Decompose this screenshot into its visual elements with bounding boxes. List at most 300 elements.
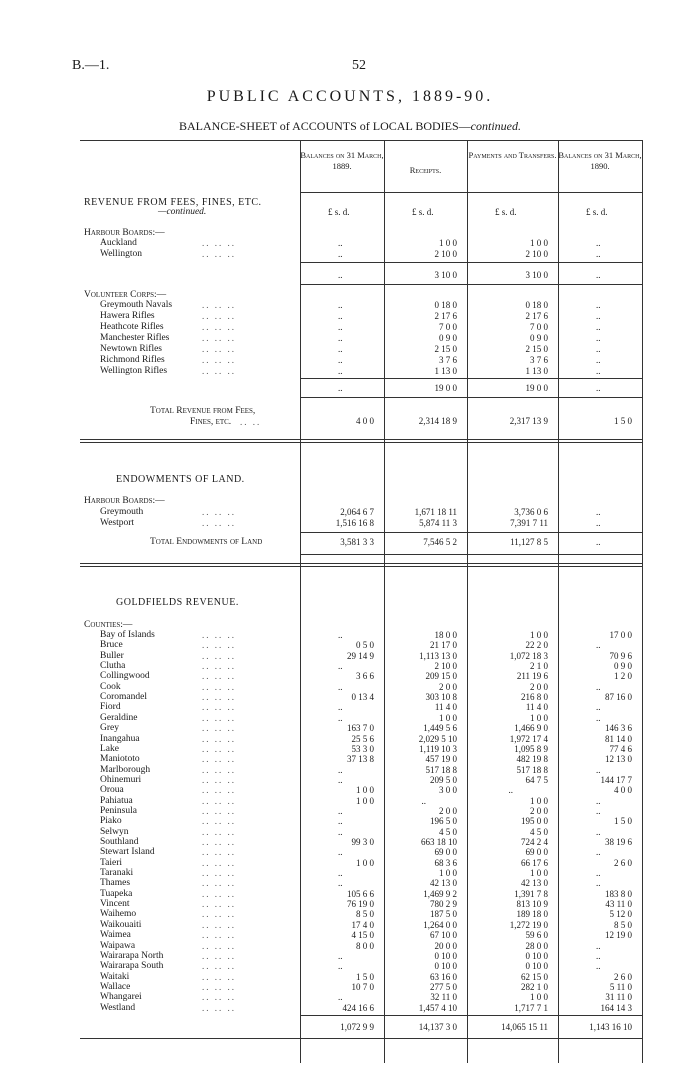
amount-cell: 1,516 16 8 xyxy=(335,518,374,528)
amount-cell: 4 15 0 xyxy=(351,930,374,941)
dots-cell: .. xyxy=(596,878,601,889)
amount-cell: 189 18 0 xyxy=(516,909,548,920)
leader-dots: .. .. .. xyxy=(202,940,236,951)
leader-dots: .. .. .. xyxy=(202,238,236,248)
amount-cell: 0 5 0 xyxy=(356,640,374,651)
amount-cell: 8 0 0 xyxy=(356,940,374,951)
amount-cell: 1 0 0 xyxy=(356,857,374,868)
rule-line xyxy=(300,262,642,263)
amount-cell: 66 17 6 xyxy=(521,857,548,868)
amount-cell: 31 11 0 xyxy=(605,992,632,1003)
leader-dots: .. .. .. xyxy=(202,743,236,754)
leader-dots: .. .. .. xyxy=(202,826,236,837)
leader-dots: .. .. .. xyxy=(202,640,236,651)
amount-cell: 0 9 0 xyxy=(530,333,548,343)
leader-dots: .. .. .. xyxy=(202,650,236,661)
currency-label: £ s. d. xyxy=(495,207,517,217)
dots-cell: .. xyxy=(508,785,513,796)
amount-cell: 1,469 9 2 xyxy=(423,888,457,899)
amount-cell: 144 17 7 xyxy=(600,774,632,785)
row-label: Waimea xyxy=(100,930,131,941)
amount-cell: 2 10 0 xyxy=(525,248,548,259)
amount-cell: 17 0 0 xyxy=(609,630,632,640)
amount-cell: 2 6 0 xyxy=(614,857,632,868)
dots-cell: .. xyxy=(596,248,601,259)
amount-cell: 19 0 0 xyxy=(525,383,548,393)
amount-cell: 1 5 0 xyxy=(614,416,632,426)
row-label: Richmond Rifles xyxy=(100,355,165,365)
amount-cell: 1 0 0 xyxy=(530,630,548,640)
row-label: Wairarapa South xyxy=(100,961,164,972)
leader-dots: .. .. .. xyxy=(202,837,236,847)
amount-cell: 64 7 5 xyxy=(525,774,548,785)
dots-cell: .. xyxy=(596,712,601,723)
row-label: Taieri xyxy=(100,857,123,868)
amount-cell: 4 0 0 xyxy=(356,416,374,426)
leader-dots: .. .. .. xyxy=(202,868,236,879)
leader-dots: .. .. .. xyxy=(202,733,236,744)
row-label: Peninsula xyxy=(100,805,137,816)
amount-cell: 21 17 0 xyxy=(430,640,457,651)
leader-dots: .. .. .. xyxy=(202,961,236,972)
leader-dots: .. .. .. xyxy=(202,847,236,858)
amount-cell: 1,072 9 9 xyxy=(340,1022,374,1032)
amount-cell: 1 0 0 xyxy=(356,785,374,796)
amount-cell: 0 10 0 xyxy=(434,950,457,961)
row-label: Maniototo xyxy=(100,754,140,765)
amount-cell: 4 5 0 xyxy=(439,826,457,837)
amount-cell: 1 13 0 xyxy=(525,366,548,376)
dots-cell: .. xyxy=(338,950,343,961)
leader-dots: .. .. .. xyxy=(202,311,236,321)
column-header-balances-1889: Balances on 31 March, 1889. xyxy=(300,150,384,171)
rule-line xyxy=(300,284,642,285)
amount-cell: 277 5 0 xyxy=(430,981,457,992)
row-label: Westport xyxy=(100,518,135,528)
row-label: Auckland xyxy=(100,238,137,248)
amount-cell: 303 10 8 xyxy=(425,692,457,703)
currency-label: £ s. d. xyxy=(586,207,608,217)
amount-cell: 1 0 0 xyxy=(439,868,457,879)
dots-cell: .. xyxy=(338,878,343,889)
dots-cell: .. xyxy=(596,383,601,393)
row-label: Fiord xyxy=(100,702,121,713)
amount-cell: 7 0 0 xyxy=(439,322,457,332)
amount-cell: 11 4 0 xyxy=(434,702,457,713)
dots-cell: .. xyxy=(596,950,601,961)
amount-cell: 7,391 7 11 xyxy=(510,518,548,528)
row-label: Ohinemuri xyxy=(100,774,142,785)
amount-cell: 2 15 0 xyxy=(434,344,457,354)
total-label: Total Endowments of Land xyxy=(150,537,263,547)
dots-cell: .. xyxy=(596,640,601,651)
dots-cell: .. xyxy=(338,826,343,837)
row-label: Stewart Island xyxy=(100,847,155,858)
row-label: Newtown Rifles xyxy=(100,344,163,354)
amount-cell: 12 13 0 xyxy=(605,754,632,765)
amount-cell: 1,391 7 8 xyxy=(514,888,548,899)
amount-cell: 69 0 0 xyxy=(525,847,548,858)
dots-cell: .. xyxy=(338,248,343,259)
amount-cell: 1,272 19 0 xyxy=(509,919,548,930)
amount-cell: 1,466 9 0 xyxy=(514,723,548,734)
amount-cell: 2 10 0 xyxy=(434,661,457,672)
amount-cell: 517 18 8 xyxy=(516,764,548,775)
amount-cell: 1,457 4 10 xyxy=(418,1002,457,1013)
amount-cell: 81 14 0 xyxy=(605,733,632,744)
amount-cell: 67 10 0 xyxy=(430,930,457,941)
amount-cell: 2 1 0 xyxy=(530,661,548,672)
dots-cell: .. xyxy=(338,355,343,365)
amount-cell: 10 7 0 xyxy=(351,981,374,992)
dots-cell: .. xyxy=(596,322,601,332)
amount-cell: 4 0 0 xyxy=(614,785,632,796)
row-label: Wairarapa North xyxy=(100,950,164,961)
dots-cell: .. xyxy=(596,764,601,775)
leader-dots: .. .. .. xyxy=(202,681,236,692)
header-rule xyxy=(300,192,643,193)
leader-dots: .. .. .. xyxy=(202,322,236,332)
dots-cell: .. xyxy=(596,805,601,816)
amount-cell: 780 2 9 xyxy=(430,899,457,910)
dots-cell: .. xyxy=(596,702,601,713)
amount-cell: 1,264 0 0 xyxy=(423,919,457,930)
leader-dots: .. .. .. xyxy=(202,795,236,806)
amount-cell: 1,143 16 10 xyxy=(589,1022,632,1032)
amount-cell: 0 10 0 xyxy=(525,961,548,972)
amount-cell: 3,581 3 3 xyxy=(340,537,374,547)
row-label: Buller xyxy=(100,650,124,661)
amount-cell: 2 6 0 xyxy=(614,971,632,982)
leader-dots: .. .. .. xyxy=(202,774,236,785)
leader-dots: .. .. .. xyxy=(202,344,236,354)
row-label: Marlborough xyxy=(100,764,151,775)
amount-cell: 724 2 4 xyxy=(521,837,548,847)
amount-cell: 2 0 0 xyxy=(530,681,548,692)
balance-sheet-table xyxy=(80,140,643,1063)
subsection-heading: Counties:— xyxy=(84,620,133,630)
dots-cell: .. xyxy=(338,992,343,1003)
amount-cell: 0 13 4 xyxy=(351,692,374,703)
amount-cell: 195 0 0 xyxy=(521,816,548,827)
dots-cell: .. xyxy=(596,507,601,517)
dots-cell: .. xyxy=(596,238,601,248)
amount-cell: 19 0 0 xyxy=(434,383,457,393)
amount-cell: 1 0 0 xyxy=(530,795,548,806)
page-number: 52 xyxy=(352,58,366,73)
amount-cell: 8 5 0 xyxy=(356,909,374,920)
dots-cell: .. xyxy=(596,940,601,951)
amount-cell: 146 3 6 xyxy=(605,723,632,734)
amount-cell: 5 11 0 xyxy=(609,981,632,992)
row-label: Waipawa xyxy=(100,940,136,951)
amount-cell: 87 16 0 xyxy=(605,692,632,703)
amount-cell: 37 13 8 xyxy=(347,754,374,765)
amount-cell: 2 0 0 xyxy=(530,805,548,816)
section-title: GOLDFIELDS REVENUE. xyxy=(116,597,239,608)
amount-cell: 196 5 0 xyxy=(430,816,457,827)
section-title: REVENUE FROM FEES, FINES, ETC. xyxy=(84,197,262,208)
leader-dots: .. .. .. xyxy=(202,805,236,816)
amount-cell: 4 5 0 xyxy=(530,826,548,837)
amount-cell: 11 4 0 xyxy=(525,702,548,713)
amount-cell: 7 0 0 xyxy=(530,322,548,332)
row-label: Selwyn xyxy=(100,826,129,837)
leader-dots: .. .. .. xyxy=(202,702,236,713)
amount-cell: 211 19 6 xyxy=(516,671,548,682)
leader-dots: .. .. .. xyxy=(202,878,236,889)
amount-cell: 3 7 6 xyxy=(439,355,457,365)
dots-cell: .. xyxy=(338,333,343,343)
amount-cell: 62 15 0 xyxy=(521,971,548,982)
dots-cell: .. xyxy=(338,661,343,672)
amount-cell: 457 19 0 xyxy=(425,754,457,765)
amount-cell: 1 0 0 xyxy=(530,992,548,1003)
currency-label: £ s. d. xyxy=(328,207,350,217)
dots-cell: .. xyxy=(338,805,343,816)
row-label: Whangarei xyxy=(100,992,142,1003)
dots-cell: .. xyxy=(338,630,343,640)
subtitle-continued: continued. xyxy=(470,119,521,133)
row-label: Lake xyxy=(100,743,119,754)
amount-cell: 59 6 0 xyxy=(525,930,548,941)
dots-cell: .. xyxy=(338,270,343,280)
row-label: Piako xyxy=(100,816,122,827)
amount-cell: 1 0 0 xyxy=(530,712,548,723)
amount-cell: 1 0 0 xyxy=(530,868,548,879)
amount-cell: 0 10 0 xyxy=(525,950,548,961)
amount-cell: 76 19 0 xyxy=(347,899,374,910)
row-label: Thames xyxy=(100,878,131,889)
row-label: Cook xyxy=(100,681,121,692)
amount-cell: 42 13 0 xyxy=(521,878,548,889)
column-divider xyxy=(642,140,643,1063)
dots-cell: .. xyxy=(338,344,343,354)
row-label: Southland xyxy=(100,837,139,847)
dots-cell: .. xyxy=(596,270,601,280)
leader-dots: .. .. .. xyxy=(202,785,236,796)
amount-cell: 105 6 6 xyxy=(347,888,374,899)
amount-cell: 5,874 11 3 xyxy=(419,518,457,528)
row-label: Waitaki xyxy=(100,971,130,982)
leader-dots: .. .. .. xyxy=(202,764,236,775)
dots-cell: .. xyxy=(338,300,343,310)
dots-cell: .. xyxy=(338,774,343,785)
section-title: ENDOWMENTS OF LAND. xyxy=(116,474,245,485)
amount-cell: 1 2 0 xyxy=(614,671,632,682)
dots-cell: .. xyxy=(338,238,343,248)
leader-dots: .. .. .. xyxy=(202,518,236,528)
leader-dots: .. .. .. xyxy=(202,992,236,1003)
dots-cell: .. xyxy=(596,961,601,972)
row-label: Greymouth Navals xyxy=(100,300,173,310)
leader-dots: .. .. .. xyxy=(202,1002,236,1013)
leader-dots: .. .. .. xyxy=(202,919,236,930)
amount-cell: 29 14 9 xyxy=(347,650,374,661)
amount-cell: 3,736 0 6 xyxy=(514,507,548,517)
amount-cell: 2 17 6 xyxy=(434,311,457,321)
amount-cell: 1,119 10 3 xyxy=(419,743,457,754)
dots-cell: .. xyxy=(596,795,601,806)
amount-cell: 5 12 0 xyxy=(609,909,632,920)
leader-dots: .. .. .. xyxy=(202,248,236,259)
leader-dots: .. .. .. xyxy=(202,355,236,365)
subtitle-text: BALANCE-SHEET of ACCOUNTS of LOCAL BODIES— xyxy=(179,119,471,133)
dots-cell: .. xyxy=(338,311,343,321)
dots-cell: .. xyxy=(596,344,601,354)
amount-cell: 2,029 5 10 xyxy=(418,733,457,744)
total-label: Fines, etc. xyxy=(190,417,232,427)
amount-cell: 1 0 0 xyxy=(439,712,457,723)
amount-cell: 1 0 0 xyxy=(530,238,548,248)
row-label: Collingwood xyxy=(100,671,150,682)
row-label: Greymouth xyxy=(100,507,144,517)
rule-line xyxy=(300,378,642,379)
row-label: Oroua xyxy=(100,785,124,796)
row-label: Tuapeka xyxy=(100,888,133,899)
leader-dots: .. .. .. xyxy=(202,671,236,682)
row-label: Wellington Rifles xyxy=(100,366,168,376)
amount-cell: 14,137 3 0 xyxy=(418,1022,457,1032)
row-label: Taranaki xyxy=(100,868,134,879)
amount-cell: 70 9 6 xyxy=(609,650,632,661)
amount-cell: 517 18 8 xyxy=(425,764,457,775)
row-label: Pahiatua xyxy=(100,795,133,806)
subsection-heading: Harbour Boards:— xyxy=(84,496,165,506)
currency-label: £ s. d. xyxy=(412,207,434,217)
amount-cell: 2,314 18 9 xyxy=(418,416,457,426)
document-reference: B.—1. xyxy=(72,58,110,73)
amount-cell: 663 18 10 xyxy=(421,837,457,847)
leader-dots: .. .. .. xyxy=(202,888,236,899)
amount-cell: 38 19 6 xyxy=(605,837,632,847)
amount-cell: 20 0 0 xyxy=(434,940,457,951)
dots-cell: .. xyxy=(596,868,601,879)
dots-cell: .. xyxy=(338,712,343,723)
row-label: Grey xyxy=(100,723,119,734)
amount-cell: 183 8 0 xyxy=(605,888,632,899)
row-label: Geraldine xyxy=(100,712,138,723)
amount-cell: 28 0 0 xyxy=(525,940,548,951)
page-title: PUBLIC ACCOUNTS, 1889-90. xyxy=(206,88,494,105)
dots-cell: .. xyxy=(338,366,343,376)
amount-cell: 813 10 9 xyxy=(516,899,548,910)
amount-cell: 2,064 6 7 xyxy=(340,507,374,517)
amount-cell: 2 17 6 xyxy=(525,311,548,321)
amount-cell: 216 8 0 xyxy=(521,692,548,703)
amount-cell: 68 3 6 xyxy=(434,857,457,868)
dots-cell: .. xyxy=(596,355,601,365)
dots-cell: .. xyxy=(596,537,601,547)
amount-cell: 2 15 0 xyxy=(525,344,548,354)
amount-cell: 1,095 8 9 xyxy=(514,743,548,754)
dots-cell: .. xyxy=(596,518,601,528)
section-continued: —continued. xyxy=(158,207,207,217)
amount-cell: 3 7 6 xyxy=(530,355,548,365)
leader-dots: .. .. .. xyxy=(202,723,236,734)
row-label: Hawera Rifles xyxy=(100,311,155,321)
dots-cell: .. xyxy=(338,383,343,393)
dots-cell: .. xyxy=(596,847,601,858)
amount-cell: 32 11 0 xyxy=(430,992,457,1003)
amount-cell: 63 16 0 xyxy=(430,971,457,982)
rule-line xyxy=(80,1038,642,1039)
amount-cell: 0 9 0 xyxy=(614,661,632,672)
amount-cell: 99 3 0 xyxy=(351,837,374,847)
dots-cell: .. xyxy=(338,322,343,332)
leader-dots: .. .. .. xyxy=(202,333,236,343)
section-double-rule xyxy=(80,439,643,443)
column-header-balances-1890: Balances on 31 March, 1890. xyxy=(558,150,642,171)
leader-dots: .. .. xyxy=(240,417,262,427)
section-double-rule xyxy=(80,563,643,567)
dots-cell: .. xyxy=(596,333,601,343)
amount-cell: 17 4 0 xyxy=(351,919,374,930)
amount-cell: 1,449 5 6 xyxy=(423,723,457,734)
amount-cell: 22 2 0 xyxy=(525,640,548,651)
leader-dots: .. .. .. xyxy=(202,909,236,920)
amount-cell: 42 13 0 xyxy=(430,878,457,889)
amount-cell: 53 3 0 xyxy=(351,743,374,754)
dots-cell: .. xyxy=(338,816,343,827)
amount-cell: 1 0 0 xyxy=(439,238,457,248)
leader-dots: .. .. .. xyxy=(202,366,236,376)
row-label: Bruce xyxy=(100,640,123,651)
row-label: Heathcote Rifles xyxy=(100,322,164,332)
amount-cell: 0 18 0 xyxy=(434,300,457,310)
dots-cell: .. xyxy=(338,764,343,775)
rule-line xyxy=(300,1015,642,1016)
leader-dots: .. .. .. xyxy=(202,971,236,982)
amount-cell: 7,546 5 2 xyxy=(423,537,457,547)
amount-cell: 0 18 0 xyxy=(525,300,548,310)
amount-cell: 14,065 15 11 xyxy=(501,1022,548,1032)
row-label: Waihemo xyxy=(100,909,137,920)
row-label: Manchester Rifles xyxy=(100,333,170,343)
dots-cell: .. xyxy=(596,681,601,692)
row-label: Wallace xyxy=(100,981,131,992)
rule-line xyxy=(300,397,642,398)
page-subtitle xyxy=(0,119,700,134)
amount-cell: 1,113 13 0 xyxy=(419,650,457,661)
total-label: Total Revenue from Fees, xyxy=(150,406,256,416)
amount-cell: 282 1 0 xyxy=(521,981,548,992)
column-header-receipts: Receipts. xyxy=(409,165,442,175)
amount-cell: 1 13 0 xyxy=(434,366,457,376)
amount-cell: 25 5 6 xyxy=(351,733,374,744)
amount-cell: 43 11 0 xyxy=(605,899,632,910)
leader-dots: .. .. .. xyxy=(202,981,236,992)
dots-cell: .. xyxy=(338,702,343,713)
dots-cell: .. xyxy=(596,366,601,376)
leader-dots: .. .. .. xyxy=(202,899,236,910)
amount-cell: 164 14 3 xyxy=(600,1002,632,1013)
amount-cell: 1,072 18 3 xyxy=(509,650,548,661)
amount-cell: 69 0 0 xyxy=(434,847,457,858)
leader-dots: .. .. .. xyxy=(202,754,236,765)
dots-cell: .. xyxy=(596,311,601,321)
amount-cell: 1,972 17 4 xyxy=(509,733,548,744)
amount-cell: 1,671 18 11 xyxy=(414,507,457,517)
subsection-heading: Harbour Boards:— xyxy=(84,228,165,238)
dots-cell: .. xyxy=(338,868,343,879)
rule-line xyxy=(300,554,642,555)
leader-dots: .. .. .. xyxy=(202,630,236,640)
amount-cell: 3 6 6 xyxy=(356,671,374,682)
dots-cell: .. xyxy=(421,795,426,806)
amount-cell: 3 10 0 xyxy=(434,270,457,280)
amount-cell: 1 5 0 xyxy=(614,816,632,827)
